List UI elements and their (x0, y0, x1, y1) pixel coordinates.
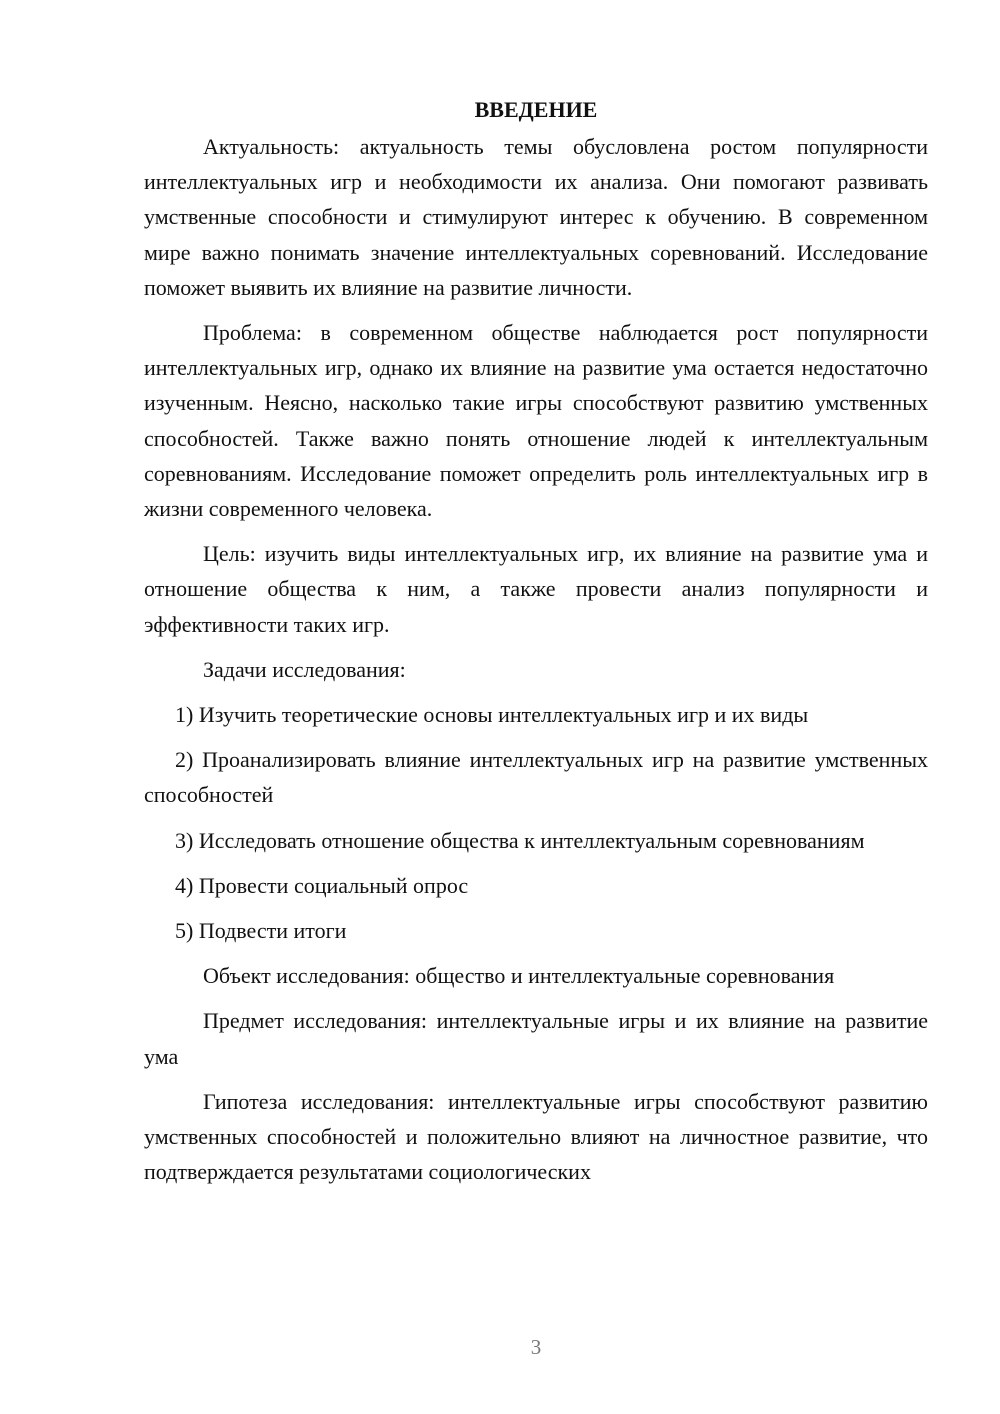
task-item-3: 3) Исследовать отношение общества к интеллектуальным соревнованиям (175, 827, 865, 853)
problem-paragraph: Проблема: в современном обществе наблюдается рост популярности интеллектуальных игр, однако их влияние на развитие ума остается недостаточно изученным. Неясно, насколько такие игры способствуют развитию умственных способностей. Также важно понять отношение людей к интеллектуальным соревнованиям. Исследование поможет определить роль интеллектуальных игр в жизни современного человека. (144, 320, 928, 522)
research-subject: Предмет исследования: интеллектуальные игры и их влияние на развитие ума (144, 1008, 928, 1069)
page-content (144, 92, 928, 1189)
tasks-title: Задачи исследования: (203, 656, 406, 682)
task-item-1: 1) Изучить теоретические основы интеллектуальных игр и их виды (175, 702, 809, 728)
goal-paragraph: Цель: изучить виды интеллектуальных игр, их влияние на развитие ума и отношение общества к ним, а также провести анализ популярности и эффективности таких игр. (144, 541, 928, 637)
research-hypothesis: Гипотеза исследования: интеллектуальные игры способствуют развитию умственных способностей и положительно влияют на личностное развитие, что подтверждается результатами социологических (144, 1088, 928, 1185)
page-heading: ВВЕДЕНИЕ (474, 97, 598, 122)
task-item-5: 5) Подвести итоги (175, 918, 347, 944)
task-item-4: 4) Провести социальный опрос (175, 872, 469, 898)
page-number: 3 (530, 1335, 542, 1359)
relevance-paragraph: Актуальность: актуальность темы обусловлена ростом популярности интеллектуальных игр и необходимости их анализа. Они помогают развивать умственные способности и стимулируют интерес к обучению. В современном мире важно понимать значение интеллектуальных соревнований. Исследование поможет выявить их влияние на развитие личности. (144, 134, 928, 300)
research-object: Объект исследования: общество и интеллектуальные соревнования (203, 963, 835, 989)
task-item-2: 2) Проанализировать влияние интеллектуальных игр на развитие умственных способностей (144, 747, 928, 808)
